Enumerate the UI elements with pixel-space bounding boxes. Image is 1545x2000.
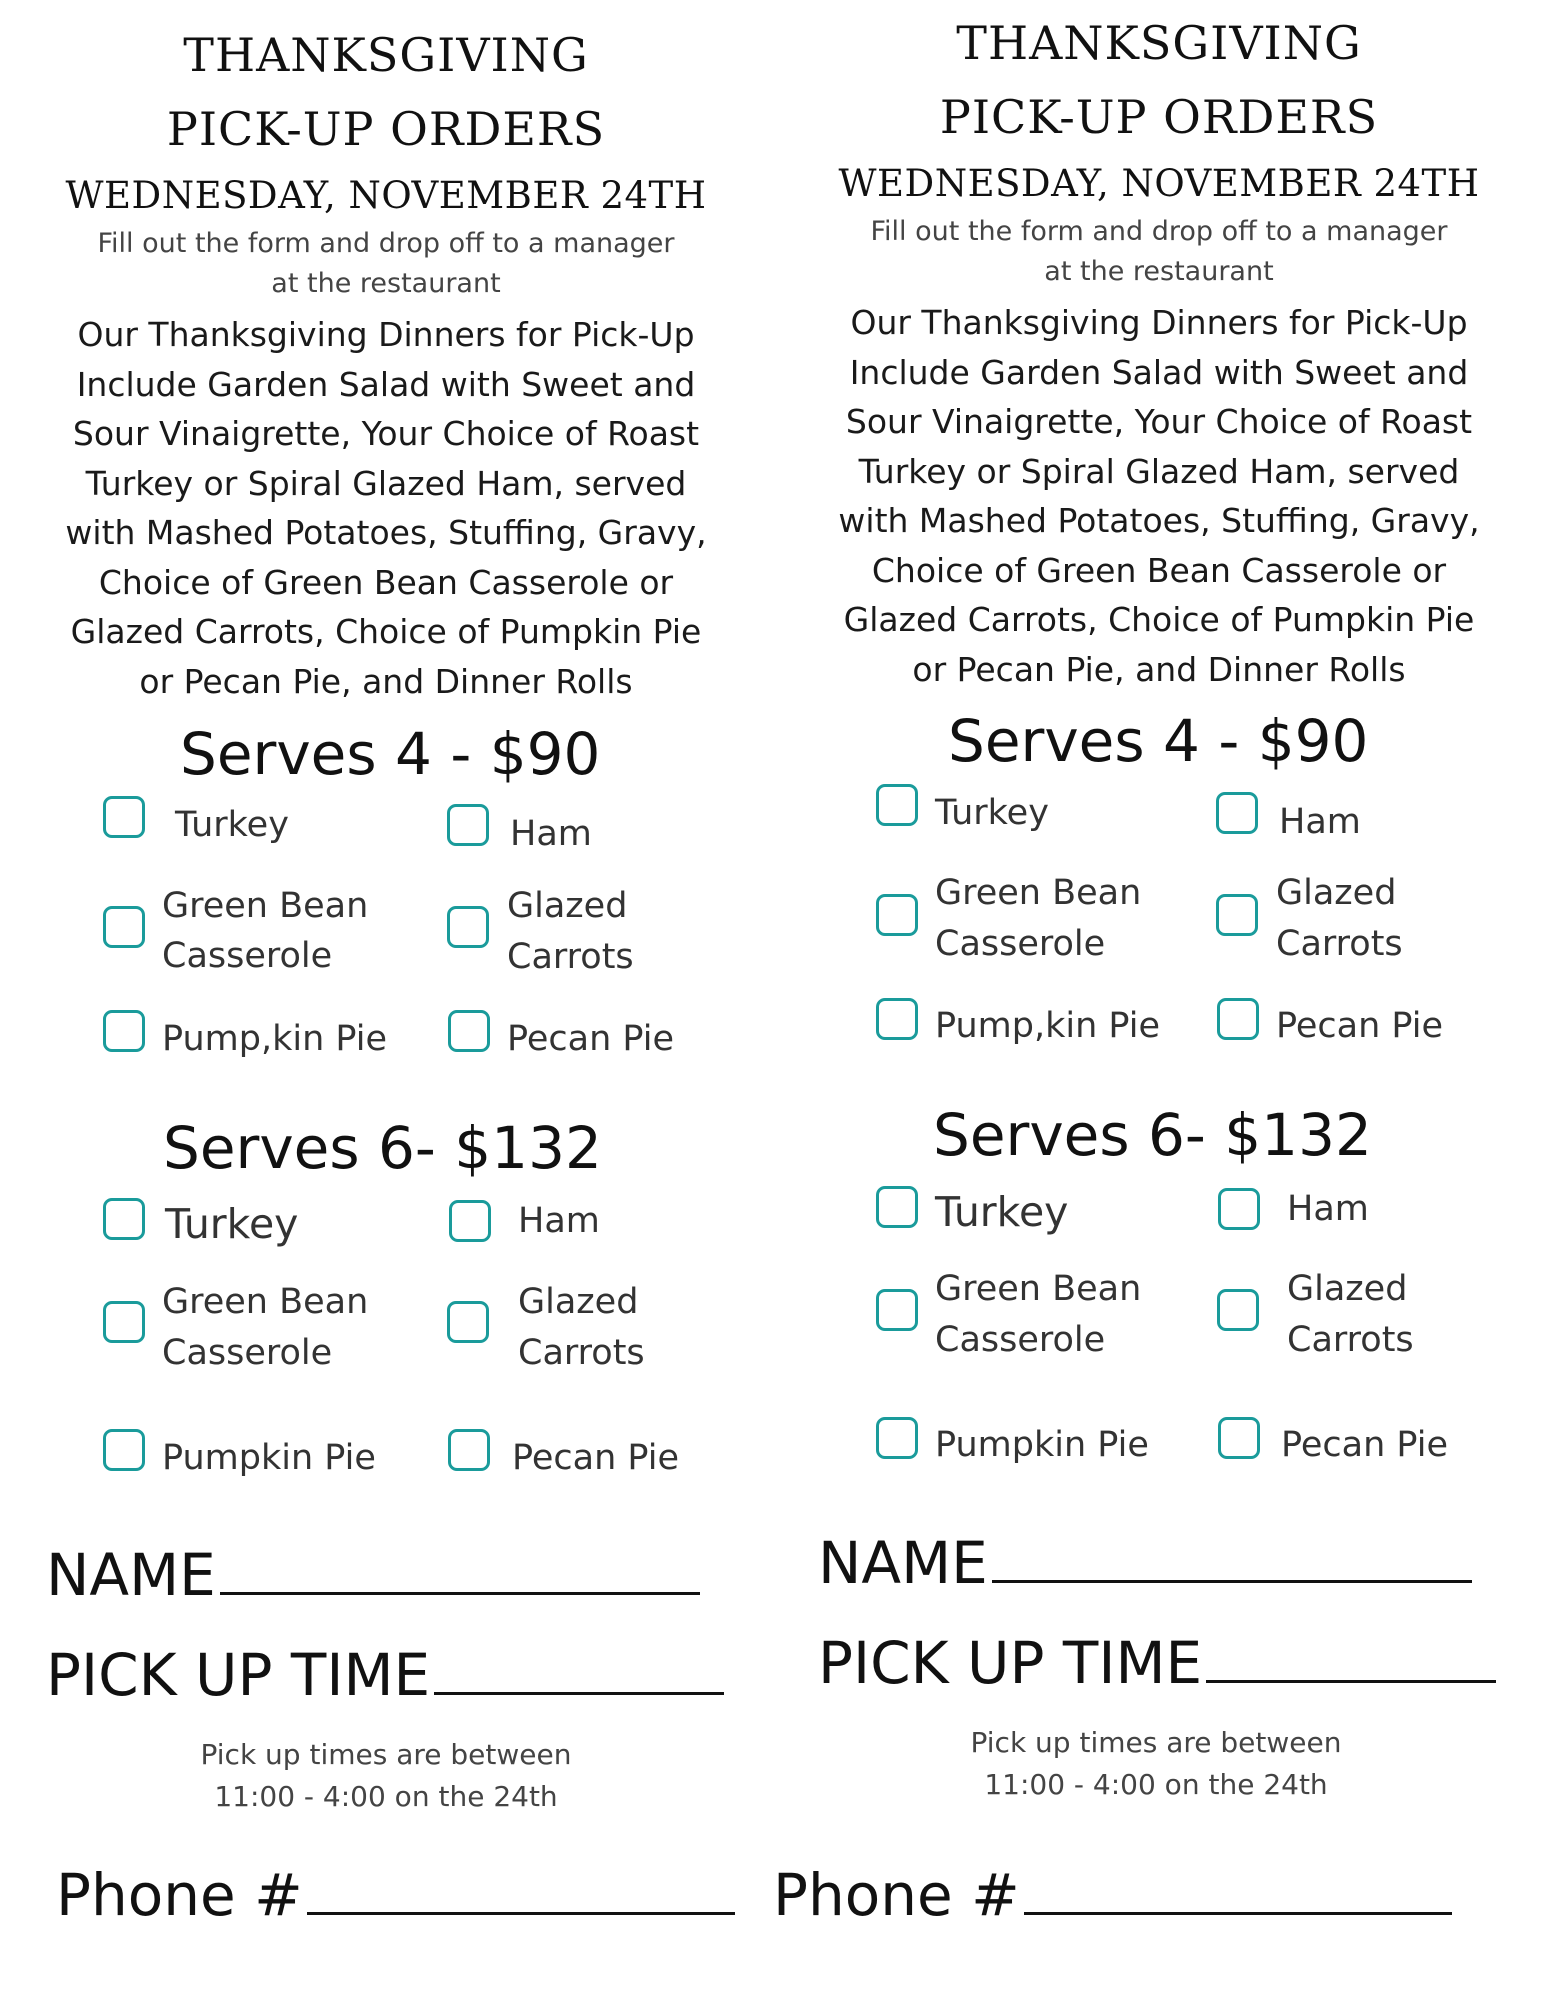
option-label-glazed-line1: Glazed	[507, 886, 628, 926]
name-label: NAME	[46, 1541, 216, 1609]
form-title-line2: PICK-UP ORDERS	[166, 102, 606, 156]
option-label-green-bean-line2: Casserole	[935, 924, 1106, 964]
checkbox-turkey[interactable]	[103, 796, 145, 838]
checkbox-turkey[interactable]	[103, 1198, 145, 1240]
checkbox-ham[interactable]	[1218, 1188, 1260, 1230]
package-heading-serves-4: Serves 4 - $90	[948, 707, 1369, 775]
checkbox-green-bean-casserole[interactable]	[103, 906, 145, 948]
option-label-green-bean-line1: Green Bean	[162, 1282, 369, 1322]
checkbox-turkey[interactable]	[876, 784, 918, 826]
checkbox-ham[interactable]	[1216, 792, 1258, 834]
pickup-note: Pick up times are between 11:00 - 4:00 on the 24th	[970, 1726, 1342, 1801]
form-title-line1: THANKSGIVING	[956, 16, 1362, 70]
option-label-glazed-line1: Glazed	[518, 1282, 639, 1322]
checkbox-pumpkin-pie[interactable]	[103, 1010, 145, 1052]
phone-label: Phone #	[56, 1861, 303, 1929]
phone-field[interactable]	[56, 1860, 735, 1929]
checkbox-glazed-carrots[interactable]	[1216, 894, 1258, 936]
phone-field[interactable]	[773, 1860, 1452, 1929]
pickup-time-field[interactable]	[818, 1628, 1496, 1697]
name-field[interactable]	[818, 1528, 1472, 1597]
package-heading-serves-4: Serves 4 - $90	[180, 720, 601, 788]
pickup-time-label: PICK UP TIME	[818, 1629, 1203, 1697]
phone-underline[interactable]	[1024, 1860, 1452, 1915]
checkbox-green-bean-casserole[interactable]	[876, 1289, 918, 1331]
form-title-line1: THANKSGIVING	[183, 28, 589, 82]
option-label-glazed-line1: Glazed	[1276, 873, 1397, 913]
option-label-green-bean-line1: Green Bean	[935, 1269, 1142, 1309]
option-label-ham: Ham	[510, 814, 592, 854]
checkbox-turkey[interactable]	[876, 1186, 918, 1228]
option-label-green-bean-line1: Green Bean	[935, 873, 1142, 913]
option-label-pumpkin-pie: Pumpkin Pie	[935, 1425, 1149, 1465]
checkbox-pumpkin-pie[interactable]	[876, 998, 918, 1040]
checkbox-pecan-pie[interactable]	[1217, 998, 1259, 1040]
checkbox-green-bean-casserole[interactable]	[103, 1301, 145, 1343]
checkbox-pecan-pie[interactable]	[448, 1429, 490, 1471]
name-underline[interactable]	[992, 1528, 1472, 1583]
option-label-ham: Ham	[1279, 802, 1361, 842]
option-label-pecan-pie: Pecan Pie	[1276, 1006, 1443, 1046]
phone-underline[interactable]	[307, 1860, 735, 1915]
option-label-turkey: Turkey	[935, 1188, 1069, 1236]
option-label-glazed-line2: Carrots	[1276, 924, 1403, 964]
option-label-pumpkin-pie: Pumpkin Pie	[162, 1438, 376, 1478]
option-label-pecan-pie: Pecan Pie	[1281, 1425, 1448, 1465]
checkbox-green-bean-casserole[interactable]	[876, 894, 918, 936]
option-label-green-bean-line2: Casserole	[935, 1320, 1106, 1360]
checkbox-ham[interactable]	[449, 1200, 491, 1242]
option-label-green-bean-line2: Casserole	[162, 1333, 333, 1373]
name-label: NAME	[818, 1529, 988, 1597]
dinner-description: Our Thanksgiving Dinners for Pick-Up Include Garden Salad with Sweet and Sour Vinaigrette, Your Choice of Roast Turkey or Spiral Glazed Ham, served with Mashed Potatoes, Stuffing, Gravy, Choice of Green Bean Casserole or Glazed Carrots, Choice of Pumpkin Pie or Pecan Pie, and Dinner Rolls	[838, 303, 1480, 689]
pickup-time-field[interactable]	[46, 1640, 724, 1709]
option-label-glazed-line2: Carrots	[1287, 1320, 1414, 1360]
pickup-note: Pick up times are between 11:00 - 4:00 on the 24th	[200, 1738, 572, 1813]
form-title-line2: PICK-UP ORDERS	[939, 90, 1379, 144]
checkbox-glazed-carrots[interactable]	[1217, 1289, 1259, 1331]
order-form-left	[0, 0, 772, 2000]
pickup-date: WEDNESDAY, NOVEMBER 24TH	[838, 162, 1480, 205]
option-label-pumpkin-pie: Pump,kin Pie	[935, 1006, 1161, 1046]
checkbox-pecan-pie[interactable]	[448, 1010, 490, 1052]
pickup-time-underline[interactable]	[1206, 1628, 1496, 1683]
option-label-green-bean-line1: Green Bean	[162, 886, 369, 926]
option-label-turkey: Turkey	[935, 793, 1049, 833]
instructions: Fill out the form and drop off to a manager at the restaurant	[870, 216, 1448, 287]
option-label-pecan-pie: Pecan Pie	[512, 1438, 679, 1478]
name-field[interactable]	[46, 1540, 700, 1609]
checkbox-pecan-pie[interactable]	[1218, 1417, 1260, 1459]
option-label-pecan-pie: Pecan Pie	[507, 1019, 674, 1059]
phone-label: Phone #	[773, 1861, 1020, 1929]
option-label-glazed-line2: Carrots	[507, 937, 634, 977]
option-label-turkey: Turkey	[175, 805, 289, 845]
option-label-pumpkin-pie: Pump,kin Pie	[162, 1019, 388, 1059]
dinner-description: Our Thanksgiving Dinners for Pick-Up Include Garden Salad with Sweet and Sour Vinaigrette, Your Choice of Roast Turkey or Spiral Glazed Ham, served with Mashed Potatoes, Stuffing, Gravy, Choice of Green Bean Casserole or Glazed Carrots, Choice of Pumpkin Pie or Pecan Pie, and Dinner Rolls	[65, 315, 707, 701]
order-form-right	[773, 0, 1545, 2000]
option-label-turkey: Turkey	[165, 1200, 299, 1248]
name-underline[interactable]	[220, 1540, 700, 1595]
checkbox-ham[interactable]	[447, 804, 489, 846]
pickup-time-label: PICK UP TIME	[46, 1641, 431, 1709]
package-heading-serves-6: Serves 6- $132	[933, 1101, 1372, 1169]
pickup-time-underline[interactable]	[434, 1640, 724, 1695]
option-label-ham: Ham	[1287, 1189, 1369, 1229]
checkbox-pumpkin-pie[interactable]	[103, 1429, 145, 1471]
instructions: Fill out the form and drop off to a manager at the restaurant	[97, 228, 675, 299]
option-label-green-bean-line2: Casserole	[162, 936, 333, 976]
checkbox-glazed-carrots[interactable]	[447, 1301, 489, 1343]
checkbox-pumpkin-pie[interactable]	[876, 1417, 918, 1459]
option-label-glazed-line1: Glazed	[1287, 1269, 1408, 1309]
option-label-glazed-line2: Carrots	[518, 1333, 645, 1373]
pickup-date: WEDNESDAY, NOVEMBER 24TH	[65, 174, 707, 217]
option-label-ham: Ham	[518, 1201, 600, 1241]
package-heading-serves-6: Serves 6- $132	[163, 1114, 602, 1182]
checkbox-glazed-carrots[interactable]	[447, 906, 489, 948]
